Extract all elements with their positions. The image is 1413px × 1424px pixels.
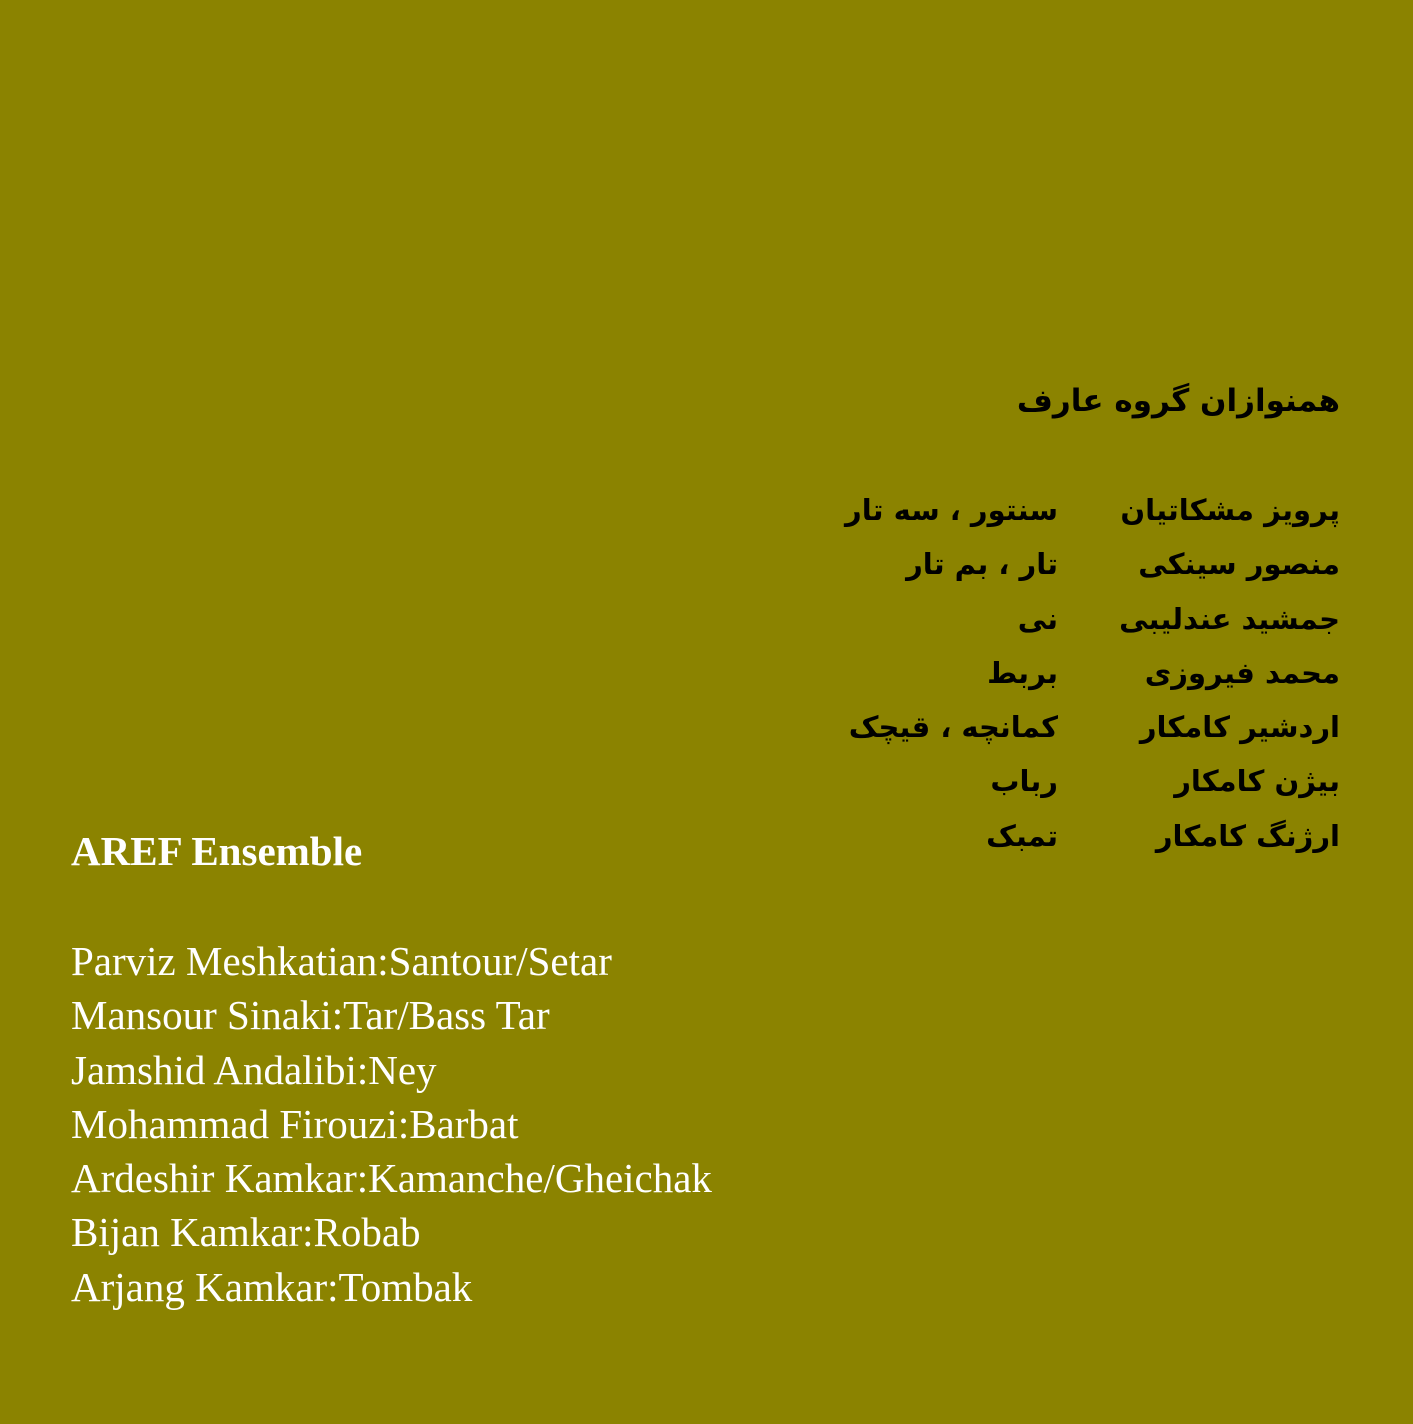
persian-member-row xyxy=(740,483,1340,537)
english-title: AREF Ensemble xyxy=(71,828,363,874)
english-member-line: Parviz Meshkatian:Santour/Setar xyxy=(71,938,612,984)
persian-member-instrument: تمبک xyxy=(986,818,1058,853)
persian-member-name: ارژنگ کامکار xyxy=(1155,818,1340,853)
english-member-line: Mohammad Firouzi:Barbat xyxy=(71,1100,519,1147)
persian-member-name: اردشیر کامکار xyxy=(1139,710,1340,745)
english-member-list xyxy=(71,934,712,1314)
persian-member-row xyxy=(740,700,1340,754)
persian-member-name: جمشید عندلیبی xyxy=(1119,601,1340,636)
persian-member-list xyxy=(740,483,1340,863)
english-member-line: Arjang Kamkar:Tombak xyxy=(71,1263,473,1310)
persian-member-instrument: نی xyxy=(1017,601,1058,636)
persian-member-instrument: سنتور ، سه تار xyxy=(845,493,1058,527)
persian-member-row xyxy=(740,592,1340,646)
persian-member-instrument: تار ، بم تار xyxy=(906,547,1058,582)
persian-member-name: بیژن کامکار xyxy=(1174,764,1340,799)
persian-member-name: پرویز مشکاتیان xyxy=(1120,493,1340,527)
persian-member-row xyxy=(740,646,1340,700)
persian-member-name: محمد فیروزی xyxy=(1144,655,1340,690)
english-member-line: Jamshid Andalibi:Ney xyxy=(71,1046,437,1093)
persian-member-instrument: رباب xyxy=(990,764,1058,799)
persian-member-row xyxy=(740,754,1340,808)
english-member-line: Mansour Sinaki:Tar/Bass Tar xyxy=(71,992,550,1039)
persian-member-row xyxy=(740,537,1340,591)
english-member-line: Bijan Kamkar:Robab xyxy=(71,1209,421,1256)
persian-member-name: منصور سینکی xyxy=(1138,547,1340,582)
persian-title: همنوازان گروه عارف xyxy=(1016,383,1340,419)
persian-member-instrument: بربط xyxy=(987,655,1058,690)
persian-member-instrument: کمانچه ، قیچک xyxy=(848,710,1058,745)
persian-member-row xyxy=(740,809,1340,863)
english-member-line: Ardeshir Kamkar:Kamanche/Gheichak xyxy=(71,1155,712,1202)
